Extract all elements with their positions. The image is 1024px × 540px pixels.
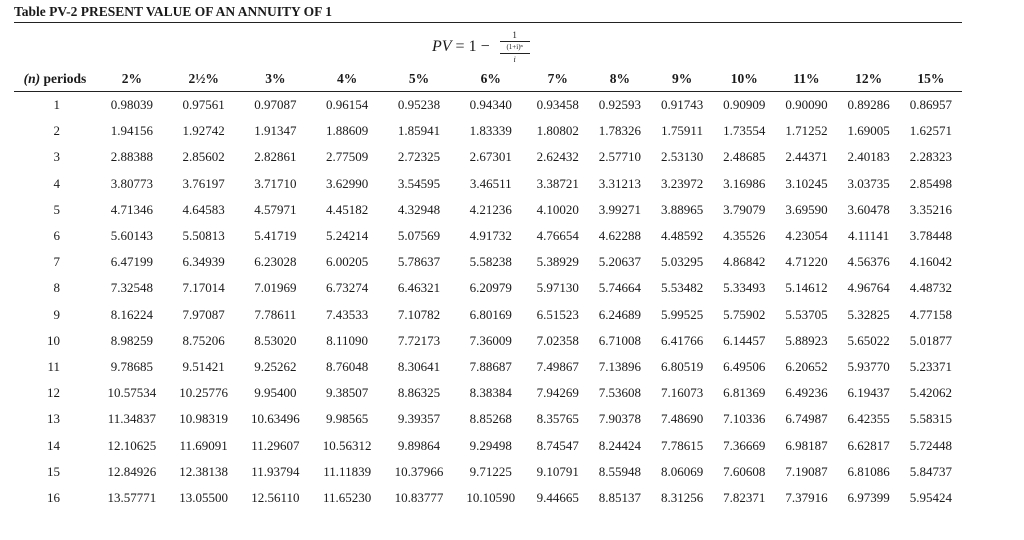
value-cell: 13.05500 bbox=[179, 489, 229, 505]
value-cell: 8.06069 bbox=[660, 463, 704, 479]
value-cell: 7.36009 bbox=[469, 332, 512, 348]
value-cell: 1.75911 bbox=[661, 123, 703, 139]
value-cell: 11.65230 bbox=[323, 489, 372, 505]
rate-header: 10% bbox=[730, 70, 758, 86]
value-cell: 9.95400 bbox=[254, 385, 297, 401]
value-cell: 4.64583 bbox=[182, 201, 225, 217]
value-cell: 9.89864 bbox=[397, 437, 441, 453]
value-cell: 6.80169 bbox=[469, 306, 512, 322]
value-cell: 6.71008 bbox=[598, 332, 641, 348]
value-cell: 4.96764 bbox=[847, 280, 890, 296]
value-cell: 2.82861 bbox=[254, 149, 297, 165]
period-cell: 11 bbox=[47, 358, 60, 374]
formula-equals: = bbox=[455, 38, 465, 55]
value-cell: 4.48732 bbox=[909, 280, 952, 296]
value-cell: 6.80519 bbox=[660, 358, 704, 374]
value-cell: 3.78448 bbox=[909, 228, 952, 244]
period-cell: 15 bbox=[47, 463, 60, 479]
rate-header: 15% bbox=[917, 70, 945, 86]
value-cell: 6.42355 bbox=[847, 411, 890, 427]
value-cell: 3.46511 bbox=[469, 175, 512, 191]
value-cell: 1.85941 bbox=[397, 123, 441, 139]
value-cell: 6.62817 bbox=[847, 437, 890, 453]
table-body bbox=[14, 92, 962, 512]
value-cell: 5.84737 bbox=[909, 463, 952, 479]
value-cell: 4.32948 bbox=[397, 201, 441, 217]
value-cell: 2.53130 bbox=[660, 149, 704, 165]
value-cell: 2.85498 bbox=[909, 175, 952, 191]
value-cell: 4.11141 bbox=[847, 228, 890, 244]
value-cell: 5.41719 bbox=[254, 228, 297, 244]
formula-lhs: PV bbox=[432, 38, 452, 55]
value-cell: 11.34837 bbox=[107, 411, 157, 427]
table-row bbox=[14, 432, 962, 458]
value-cell: 5.60143 bbox=[110, 228, 153, 244]
formula-minus: − bbox=[480, 38, 490, 55]
value-cell: 4.56376 bbox=[847, 254, 890, 270]
value-cell: 7.10782 bbox=[397, 306, 441, 322]
value-cell: 3.88965 bbox=[660, 201, 704, 217]
formula-fraction bbox=[500, 31, 530, 64]
value-cell: 3.03735 bbox=[847, 175, 890, 191]
value-cell: 6.34939 bbox=[182, 254, 225, 270]
value-cell: 0.93458 bbox=[536, 97, 579, 113]
period-cell: 4 bbox=[53, 175, 60, 191]
value-cell: 8.16224 bbox=[110, 306, 153, 322]
rate-header: 3% bbox=[265, 70, 286, 86]
value-cell: 12.56110 bbox=[251, 489, 300, 505]
value-cell: 7.17014 bbox=[182, 280, 225, 296]
value-cell: 10.56312 bbox=[322, 437, 372, 453]
value-cell: 5.93770 bbox=[847, 358, 890, 374]
value-cell: 4.35526 bbox=[723, 228, 766, 244]
value-cell: 3.62990 bbox=[326, 175, 369, 191]
value-cell: 1.88609 bbox=[326, 123, 369, 139]
value-cell: 7.97087 bbox=[182, 306, 225, 322]
rate-header: 9% bbox=[671, 70, 693, 86]
value-cell: 2.44371 bbox=[785, 149, 828, 165]
value-cell: 4.23054 bbox=[785, 228, 828, 244]
value-cell: 10.57534 bbox=[107, 385, 157, 401]
rate-header: 2% bbox=[121, 70, 142, 86]
value-cell: 7.37916 bbox=[785, 489, 828, 505]
value-cell: 5.53482 bbox=[660, 280, 704, 296]
value-cell: 3.16986 bbox=[723, 175, 766, 191]
formula-inner-denominator: (1+i)ⁿ bbox=[506, 42, 523, 51]
value-cell: 6.23028 bbox=[254, 254, 297, 270]
value-cell: 5.33493 bbox=[723, 280, 766, 296]
value-cell: 8.24424 bbox=[598, 437, 641, 453]
period-cell: 10 bbox=[47, 332, 60, 348]
value-cell: 7.01969 bbox=[254, 280, 297, 296]
value-cell: 6.41766 bbox=[660, 332, 704, 348]
value-cell: 6.81369 bbox=[723, 385, 766, 401]
value-cell: 10.10590 bbox=[466, 489, 516, 505]
value-cell: 5.01877 bbox=[909, 332, 952, 348]
value-cell: 6.20979 bbox=[469, 280, 512, 296]
table-row bbox=[14, 144, 962, 170]
value-cell: 0.97561 bbox=[182, 97, 225, 113]
value-cell: 7.32548 bbox=[110, 280, 153, 296]
rate-header: 5% bbox=[408, 70, 430, 86]
value-cell: 2.57710 bbox=[598, 149, 641, 165]
value-cell: 5.32825 bbox=[847, 306, 890, 322]
value-cell: 3.69590 bbox=[785, 201, 828, 217]
table-title: Table PV-2 PRESENT VALUE OF AN ANNUITY OF 1 bbox=[14, 4, 333, 19]
value-cell: 7.53608 bbox=[598, 385, 641, 401]
value-cell: 3.10245 bbox=[785, 175, 828, 191]
value-cell: 7.19087 bbox=[785, 463, 828, 479]
value-cell: 8.30641 bbox=[397, 358, 441, 374]
value-cell: 5.99525 bbox=[660, 306, 704, 322]
value-cell: 11.11839 bbox=[323, 463, 372, 479]
value-cell: 9.39357 bbox=[397, 411, 441, 427]
value-cell: 10.98319 bbox=[179, 411, 229, 427]
value-cell: 3.79079 bbox=[723, 201, 766, 217]
value-cell: 3.23972 bbox=[660, 175, 704, 191]
formula-divisor: i bbox=[513, 54, 516, 64]
value-cell: 4.76654 bbox=[536, 228, 579, 244]
period-cell: 1 bbox=[53, 97, 60, 113]
value-cell: 8.74547 bbox=[536, 437, 579, 453]
value-cell: 10.83777 bbox=[394, 489, 444, 505]
value-cell: 9.44665 bbox=[536, 489, 579, 505]
value-cell: 5.58238 bbox=[469, 254, 512, 270]
value-cell: 5.24214 bbox=[326, 228, 369, 244]
rate-header: 4% bbox=[337, 70, 358, 86]
value-cell: 8.11090 bbox=[326, 332, 369, 348]
value-cell: 2.28323 bbox=[909, 149, 952, 165]
value-cell: 7.43533 bbox=[326, 306, 369, 322]
value-cell: 6.47199 bbox=[110, 254, 153, 270]
value-cell: 9.29498 bbox=[469, 437, 512, 453]
period-cell: 2 bbox=[53, 123, 60, 139]
rate-header: 7% bbox=[547, 70, 568, 86]
table-row bbox=[14, 328, 962, 354]
value-cell: 6.19437 bbox=[847, 385, 890, 401]
value-cell: 5.88923 bbox=[785, 332, 828, 348]
value-cell: 4.91732 bbox=[469, 228, 512, 244]
value-cell: 7.72173 bbox=[397, 332, 441, 348]
value-cell: 0.90090 bbox=[785, 97, 828, 113]
value-cell: 1.80802 bbox=[536, 123, 579, 139]
value-cell: 9.71225 bbox=[469, 463, 512, 479]
value-cell: 0.97087 bbox=[254, 97, 297, 113]
value-cell: 3.38721 bbox=[536, 175, 579, 191]
value-cell: 7.49867 bbox=[536, 358, 579, 374]
value-cell: 5.53705 bbox=[785, 306, 828, 322]
value-cell: 7.36669 bbox=[723, 437, 766, 453]
value-cell: 8.31256 bbox=[660, 489, 704, 505]
value-cell: 3.71710 bbox=[254, 175, 297, 191]
value-cell: 11.93794 bbox=[251, 463, 300, 479]
table-row bbox=[14, 354, 962, 380]
value-cell: 8.53020 bbox=[254, 332, 297, 348]
value-cell: 5.78637 bbox=[397, 254, 441, 270]
value-cell: 6.00205 bbox=[326, 254, 369, 270]
value-cell: 9.25262 bbox=[254, 358, 297, 374]
value-cell: 0.98039 bbox=[110, 97, 153, 113]
value-cell: 2.62432 bbox=[536, 149, 579, 165]
rate-header: 6% bbox=[480, 70, 501, 86]
table-row bbox=[14, 459, 962, 485]
value-cell: 10.37966 bbox=[394, 463, 444, 479]
period-cell: 3 bbox=[53, 149, 60, 165]
value-cell: 1.94156 bbox=[110, 123, 153, 139]
value-cell: 5.07569 bbox=[397, 228, 441, 244]
value-cell: 7.13896 bbox=[598, 358, 641, 374]
period-cell: 8 bbox=[53, 280, 60, 296]
value-cell: 5.03295 bbox=[660, 254, 704, 270]
value-cell: 5.23371 bbox=[909, 358, 952, 374]
table-row bbox=[14, 223, 962, 249]
period-cell: 13 bbox=[47, 411, 60, 427]
title-divider bbox=[14, 22, 962, 23]
value-cell: 6.74987 bbox=[785, 411, 828, 427]
value-cell: 7.88687 bbox=[469, 358, 512, 374]
value-cell: 7.78611 bbox=[254, 306, 297, 322]
value-cell: 0.92593 bbox=[598, 97, 641, 113]
value-cell: 5.38929 bbox=[536, 254, 579, 270]
value-cell: 7.78615 bbox=[660, 437, 704, 453]
value-cell: 9.10791 bbox=[536, 463, 579, 479]
value-cell: 3.54595 bbox=[397, 175, 441, 191]
value-cell: 3.76197 bbox=[182, 175, 225, 191]
value-cell: 3.60478 bbox=[847, 201, 890, 217]
period-cell: 12 bbox=[47, 385, 60, 401]
value-cell: 1.78326 bbox=[598, 123, 641, 139]
value-cell: 12.38138 bbox=[179, 463, 229, 479]
value-cell: 6.97399 bbox=[847, 489, 890, 505]
annuity-table bbox=[14, 66, 962, 511]
value-cell: 8.35765 bbox=[536, 411, 579, 427]
value-cell: 4.10020 bbox=[536, 201, 579, 217]
value-cell: 5.50813 bbox=[182, 228, 225, 244]
value-cell: 7.90378 bbox=[598, 411, 641, 427]
table-row bbox=[14, 171, 962, 197]
value-cell: 5.72448 bbox=[909, 437, 952, 453]
header-row bbox=[14, 66, 962, 92]
value-cell: 0.90909 bbox=[723, 97, 766, 113]
value-cell: 8.75206 bbox=[182, 332, 225, 348]
value-cell: 2.48685 bbox=[723, 149, 766, 165]
period-cell: 14 bbox=[47, 437, 60, 453]
value-cell: 6.24689 bbox=[598, 306, 641, 322]
value-cell: 7.48690 bbox=[660, 411, 704, 427]
value-cell: 9.98565 bbox=[326, 411, 369, 427]
value-cell: 2.88388 bbox=[110, 149, 153, 165]
value-cell: 0.86957 bbox=[909, 97, 952, 113]
value-cell: 7.94269 bbox=[536, 385, 579, 401]
value-cell: 8.98259 bbox=[110, 332, 153, 348]
table-row bbox=[14, 249, 962, 275]
value-cell: 7.02358 bbox=[536, 332, 579, 348]
value-cell: 8.38384 bbox=[469, 385, 512, 401]
table-row bbox=[14, 275, 962, 301]
value-cell: 12.10625 bbox=[107, 437, 157, 453]
value-cell: 7.16073 bbox=[660, 385, 704, 401]
value-cell: 6.20652 bbox=[785, 358, 828, 374]
value-cell: 4.48592 bbox=[660, 228, 704, 244]
value-cell: 7.82371 bbox=[723, 489, 766, 505]
value-cell: 4.57971 bbox=[254, 201, 297, 217]
periods-header: (n) periods bbox=[23, 70, 87, 86]
value-cell: 1.71252 bbox=[785, 123, 828, 139]
value-cell: 2.85602 bbox=[182, 149, 225, 165]
value-cell: 1.92742 bbox=[182, 123, 225, 139]
value-cell: 5.74664 bbox=[598, 280, 641, 296]
value-cell: 8.85268 bbox=[469, 411, 512, 427]
value-cell: 8.85137 bbox=[598, 489, 641, 505]
fraction-bar-2 bbox=[500, 53, 530, 54]
value-cell: 3.80773 bbox=[110, 175, 153, 191]
value-cell: 6.98187 bbox=[785, 437, 828, 453]
value-cell: 11.69091 bbox=[179, 437, 228, 453]
value-cell: 1.83339 bbox=[469, 123, 512, 139]
value-cell: 5.58315 bbox=[909, 411, 952, 427]
table-row bbox=[14, 118, 962, 144]
value-cell: 5.97130 bbox=[536, 280, 579, 296]
value-cell: 0.91743 bbox=[660, 97, 704, 113]
value-cell: 2.40183 bbox=[847, 149, 890, 165]
rate-header: 12% bbox=[855, 70, 883, 86]
table-row bbox=[14, 380, 962, 406]
value-cell: 5.95424 bbox=[909, 489, 952, 505]
rate-header: 8% bbox=[609, 70, 630, 86]
value-cell: 0.94340 bbox=[469, 97, 512, 113]
value-cell: 1.69005 bbox=[847, 123, 890, 139]
rate-header: 2½% bbox=[188, 70, 219, 86]
value-cell: 8.55948 bbox=[598, 463, 641, 479]
value-cell: 4.71220 bbox=[785, 254, 828, 270]
period-cell: 5 bbox=[53, 201, 60, 217]
value-cell: 9.38507 bbox=[326, 385, 369, 401]
fraction-bar bbox=[500, 41, 530, 42]
value-cell: 0.96154 bbox=[326, 97, 369, 113]
value-cell: 5.20637 bbox=[598, 254, 641, 270]
rate-header: 11% bbox=[793, 70, 820, 86]
value-cell: 3.31213 bbox=[598, 175, 641, 191]
table-row bbox=[14, 406, 962, 432]
value-cell: 1.91347 bbox=[254, 123, 297, 139]
period-cell: 6 bbox=[53, 228, 60, 244]
value-cell: 2.72325 bbox=[397, 149, 441, 165]
period-cell: 16 bbox=[47, 489, 60, 505]
value-cell: 8.76048 bbox=[326, 358, 369, 374]
value-cell: 13.57771 bbox=[107, 489, 157, 505]
formula-numerator: 1 bbox=[512, 29, 517, 40]
table-row bbox=[14, 302, 962, 328]
value-cell: 12.84926 bbox=[107, 463, 157, 479]
value-cell: 1.73554 bbox=[723, 123, 766, 139]
value-cell: 4.71346 bbox=[110, 201, 153, 217]
value-cell: 8.86325 bbox=[397, 385, 441, 401]
value-cell: 4.21236 bbox=[469, 201, 512, 217]
value-cell: 4.77158 bbox=[909, 306, 952, 322]
period-cell: 7 bbox=[53, 254, 60, 270]
value-cell: 6.81086 bbox=[847, 463, 890, 479]
table-row bbox=[14, 197, 962, 223]
value-cell: 4.86842 bbox=[723, 254, 766, 270]
value-cell: 1.62571 bbox=[909, 123, 952, 139]
value-cell: 5.75902 bbox=[723, 306, 766, 322]
value-cell: 6.49506 bbox=[723, 358, 766, 374]
value-cell: 4.45182 bbox=[326, 201, 369, 217]
value-cell: 3.99271 bbox=[598, 201, 641, 217]
table-row bbox=[14, 92, 962, 119]
value-cell: 6.51523 bbox=[536, 306, 579, 322]
period-cell: 9 bbox=[53, 306, 60, 322]
table-row bbox=[14, 485, 962, 511]
value-cell: 6.46321 bbox=[397, 280, 441, 296]
value-cell: 6.49236 bbox=[785, 385, 828, 401]
value-cell: 4.62288 bbox=[598, 228, 641, 244]
value-cell: 7.60608 bbox=[723, 463, 766, 479]
value-cell: 2.77509 bbox=[326, 149, 369, 165]
value-cell: 10.63496 bbox=[251, 411, 300, 427]
annuity-formula bbox=[432, 27, 530, 67]
value-cell: 5.42062 bbox=[909, 385, 952, 401]
value-cell: 0.89286 bbox=[847, 97, 890, 113]
value-cell: 3.35216 bbox=[909, 201, 952, 217]
value-cell: 9.51421 bbox=[182, 358, 225, 374]
value-cell: 6.73274 bbox=[326, 280, 369, 296]
value-cell: 4.16042 bbox=[909, 254, 952, 270]
value-cell: 6.14457 bbox=[723, 332, 766, 348]
value-cell: 0.95238 bbox=[397, 97, 441, 113]
value-cell: 7.10336 bbox=[723, 411, 766, 427]
value-cell: 5.14612 bbox=[785, 280, 828, 296]
value-cell: 5.65022 bbox=[847, 332, 890, 348]
value-cell: 9.78685 bbox=[110, 358, 153, 374]
formula-one: 1 bbox=[468, 38, 477, 55]
value-cell: 11.29607 bbox=[251, 437, 300, 453]
value-cell: 2.67301 bbox=[469, 149, 512, 165]
value-cell: 10.25776 bbox=[179, 385, 229, 401]
